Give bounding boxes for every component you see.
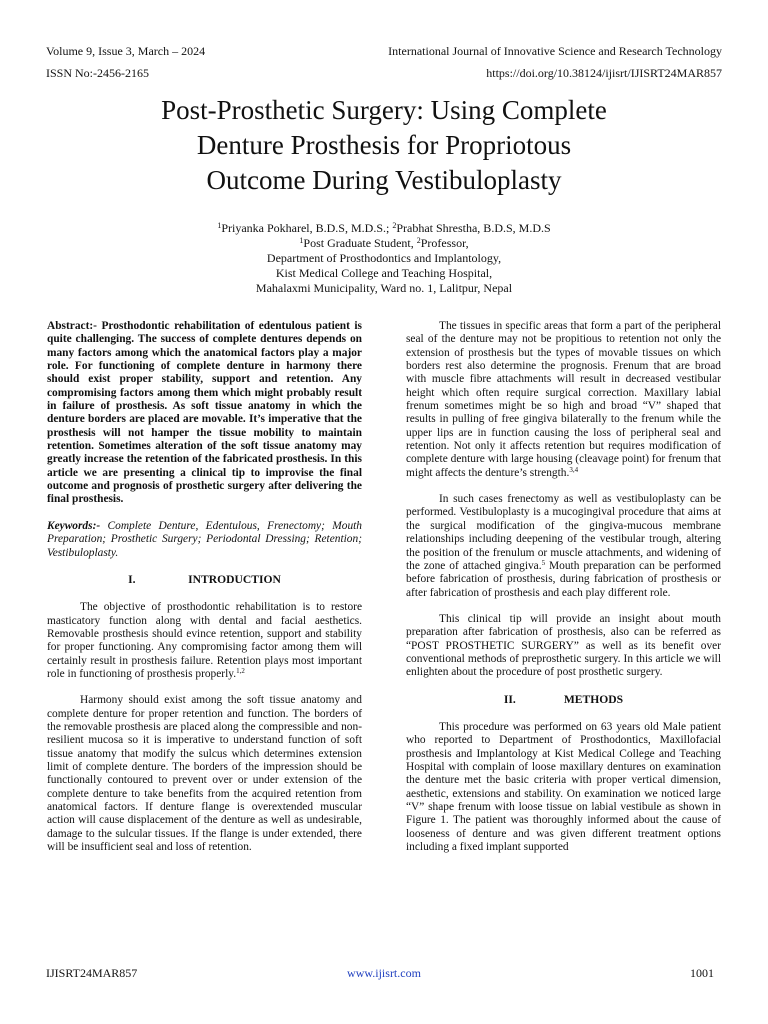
abstract-label: Abstract:- [47, 320, 97, 332]
author-1: Priyanka Pokharel, B.D.S, M.D.S.; [221, 221, 393, 235]
intro-paragraph-2: Harmony should exist among the soft tissue anatomy and complete denture for proper retention and function. The borders of the removable prosthesis are placed along the compressible and non-resilient mucosa so it is imperative to understand function of soft tissue anatomy that modify the sulcus which determines extension limit of complete denture. The borders of the impression should be functionally contoured to prevent over or under extension of the complete denture to take benefits from the acquired retention from anatomical factors. If denture flange is overextended muscular action will cause displacement of the denture as well as undesirable, damage to the sulcular tissues. If the flange is under extended, there will be insufficient seal and loss of retention. [47, 694, 362, 854]
affiliation-marker: 2 [416, 236, 421, 245]
page-number: 1001 [690, 966, 714, 980]
author-block [60, 221, 708, 296]
paragraph-text: The tissues in specific areas that form a part of the peripheral seal of the denture may not be propitious to retention not only the extension of prosthesis but the types of movable tissues on which borders rest also determine the prognosis. Frenum that are broad with muscle fibre attachments will result in decreased vestibular height which often require surgical correction. Maxillary labial frenum sometimes might be so high and broad “V” shaped that results in pulling of free gingiva bilaterally to the frenum while the upper lips are in function causing the loss of peripheral seal and retention. Not only it affects retention but requires modification of complete denture with large housing (cleavage point) for frenum that might affects the denture’s strength. [406, 320, 721, 479]
methods-paragraph-1: This procedure was performed on 63 years old Male patient who reported to Department of Prosthodontics, Maxillofacial prosthesis and Implantology at Kist Medical College and Teaching Hospital with complain of loose maxillary dentures on examination the denture met the basic criteria with proper vertical dimension, aesthetic, extensions and stability. On examination we noticed large “V” shape frenum with loose tissue on labial vestibule as shown in Figure 1. The patient was thoroughly informed about the cause of looseness of denture and was given different treatment options including a fixed implant supported [406, 720, 721, 854]
article-code: IJISRT24MAR857 [46, 966, 138, 980]
title-line: Denture Prosthesis for Propriotous [196, 130, 572, 160]
paragraph-text: Mouth preparation can be performed before fabrication of prosthesis, during fabrication of prosthesis or after fabrication of prosthesis and each play different role. [406, 559, 721, 599]
section-heading-introduction [47, 573, 362, 586]
paper-title [60, 93, 708, 198]
citation: 5 [541, 558, 546, 567]
affiliation-marker: 2 [392, 221, 397, 230]
keywords-label: Keywords:- [47, 519, 101, 532]
abstract-text: Prosthodontic rehabilitation of edentulous patient is quite challenging. The success of complete dentures depends on many factors among which the anatomical factors play a major role. For functioning of complete denture in harmony there should exist proper stability, support and retention. Any compromising factors among them which might probably result in failure of prosthesis. As soft tissue anatomy in which the denture borders are placed are movable. It’s imperative that the prosthesis will not hamper the tissue mobility to maintain retention. Sometimes alteration of the soft tissue anatomy may greatly increase the retention of the fabricated prosthesis. In this article we are presenting a clinical tip to improvise the final outcome and prognosis of prosthetic surgery after delivering the final prosthesis. [47, 320, 362, 506]
citation: 3,4 [569, 465, 579, 474]
role-1: Post Graduate Student, [303, 236, 417, 250]
keywords-text: Complete Denture, Edentulous, Frenectomy; Mouth Preparation; Prosthetic Surgery; Periodontal Dressing; Retention; Vestibuloplasty. [47, 519, 362, 559]
affiliation-marker: 1 [299, 236, 304, 245]
section-heading-methods [406, 693, 721, 706]
body-paragraph-3: This clinical tip will provide an insight about mouth preparation after fabrication of prosthesis, also can be referred as “POST PROSTHETIC SURGERY” as well as its benefit over conventional methods of preprosthetic surgery. In this article we will enlighten about the procedure of post prosthetic surgery. [406, 612, 721, 679]
paragraph-text: In such cases frenectomy as well as vestibuloplasty can be performed. Vestibuloplasty is a mucogingival procedure that aims at the surgical modification of the gingiva-mucous membrane relationships including deepening of the vestibular trough, altering the position of the frenulum or muscle attachments, and widening of the zone of attached gingiva. [406, 493, 721, 572]
paragraph-text: The objective of prosthodontic rehabilitation is to restore masticatory function along with dental and facial aesthetics. Removable prosthesis should evince retention, support and stability for proper functioning. Any compromising factor among them will certainly result in prosthesis failure. Retention plays most important role in functioning of prosthesis properly. [47, 601, 362, 680]
body-paragraph-2 [406, 493, 721, 600]
affiliation-marker: 1 [217, 221, 222, 230]
volume-info: Volume 9, Issue 3, March – 2024 [46, 44, 206, 58]
author-2: Prabhat Shrestha, B.D.S, M.D.S [396, 221, 551, 235]
author-roles [60, 236, 708, 251]
title-line: Post-Prosthetic Surgery: Using Complete [161, 95, 607, 125]
college: Kist Medical College and Teaching Hospital, [275, 266, 493, 280]
intro-paragraph-1 [47, 601, 362, 681]
section-title: METHODS [563, 692, 624, 706]
address: Mahalaxmi Municipality, Ward no. 1, Lalitpur, Nepal [255, 281, 513, 295]
department: Department of Prosthodontics and Implantology, [266, 251, 502, 265]
title-line: Outcome During Vestibuloplasty [206, 165, 562, 195]
issn: ISSN No:-2456-2165 [46, 66, 150, 80]
section-title: INTRODUCTION [188, 572, 281, 586]
right-column [406, 320, 721, 867]
keywords [47, 520, 362, 560]
abstract [47, 320, 362, 507]
section-number: II. [503, 692, 516, 706]
role-2: Professor, [420, 236, 469, 250]
section-number: I. [128, 572, 136, 586]
website-link[interactable]: www.ijisrt.com [347, 966, 421, 980]
doi-link[interactable]: https://doi.org/10.38124/ijisrt/IJISRT24MAR857 [486, 66, 722, 80]
citation: 1,2 [236, 666, 245, 675]
author-names [60, 221, 708, 236]
journal-name: International Journal of Innovative Science and Research Technology [388, 44, 722, 58]
left-column [47, 320, 362, 867]
body-paragraph-1 [406, 320, 721, 480]
